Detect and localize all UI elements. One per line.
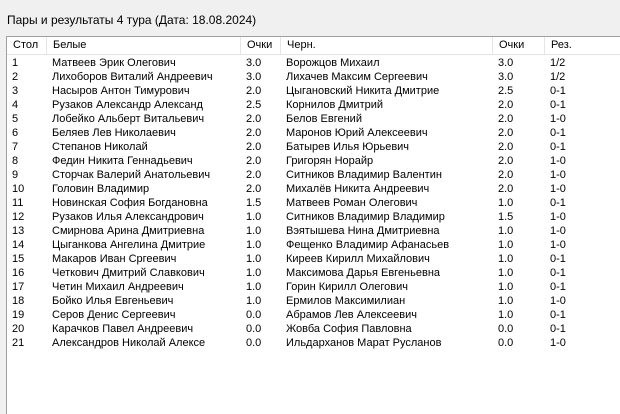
black-player-cell: Абрамов Лев Алексеевич <box>286 309 417 321</box>
table-row[interactable] <box>7 210 620 224</box>
board-number-cell: 6 <box>12 127 19 139</box>
board-number-cell: 14 <box>12 239 25 251</box>
white-points-cell: 1.0 <box>246 267 262 279</box>
white-points-cell: 1.0 <box>246 253 262 265</box>
white-player-cell: Смирнова Арина Дмитриевна <box>52 225 205 237</box>
white-player-cell: Бойко Илья Евгеньевич <box>52 295 174 307</box>
white-player-cell: Цыганкова Ангелина Дмитрие <box>52 239 206 251</box>
table-row[interactable] <box>7 112 620 126</box>
result-cell: 1-0 <box>550 295 566 307</box>
black-points-cell: 1.0 <box>498 295 514 307</box>
black-player-cell: Горин Кирилл Олегович <box>286 281 409 293</box>
white-player-cell: Карачков Павел Андреевич <box>52 323 194 335</box>
board-number-cell: 2 <box>12 71 19 83</box>
result-cell: 0-1 <box>550 267 566 279</box>
result-cell: 1-0 <box>550 337 566 349</box>
black-player-cell: Жовба София Павловна <box>286 323 412 335</box>
column-header-board[interactable]: Стол <box>7 37 47 54</box>
table-row[interactable] <box>7 56 620 70</box>
board-number-cell: 17 <box>12 281 25 293</box>
board-number-cell: 9 <box>12 169 19 181</box>
white-points-cell: 1.0 <box>246 211 262 223</box>
black-player-cell: Белов Евгений <box>286 113 362 125</box>
round-caption: Пары и результаты 4 тура (Дата: 18.08.2024) <box>7 13 257 27</box>
white-points-cell: 3.0 <box>246 57 262 69</box>
black-points-cell: 1.0 <box>498 281 514 293</box>
white-points-cell: 2.0 <box>246 155 262 167</box>
black-points-cell: 1.0 <box>498 225 514 237</box>
black-player-cell: Маронов Юрий Алексеевич <box>286 127 428 139</box>
result-cell: 1-0 <box>550 169 566 181</box>
table-row[interactable] <box>7 196 620 210</box>
table-row[interactable] <box>7 126 620 140</box>
black-points-cell: 2.0 <box>498 113 514 125</box>
black-points-cell: 2.0 <box>498 141 514 153</box>
result-cell: 1-0 <box>550 155 566 167</box>
black-player-cell: Корнилов Дмитрий <box>286 99 384 111</box>
table-row[interactable] <box>7 308 620 322</box>
board-number-cell: 4 <box>12 99 19 111</box>
table-row[interactable] <box>7 322 620 336</box>
board-number-cell: 10 <box>12 183 25 195</box>
white-points-cell: 2.0 <box>246 169 262 181</box>
table-row[interactable] <box>7 182 620 196</box>
result-cell: 0-1 <box>550 127 566 139</box>
table-row[interactable] <box>7 252 620 266</box>
white-player-cell: Федин Никита Геннадьевич <box>52 155 193 167</box>
board-number-cell: 11 <box>12 197 24 209</box>
board-number-cell: 7 <box>12 141 19 153</box>
result-cell: 1/2 <box>550 71 566 83</box>
black-player-cell: Матвеев Роман Олегович <box>286 197 418 209</box>
board-number-cell: 21 <box>12 337 25 349</box>
result-cell: 1-0 <box>550 225 566 237</box>
table-row[interactable] <box>7 84 620 98</box>
table-row[interactable] <box>7 168 620 182</box>
board-number-cell: 5 <box>12 113 19 125</box>
table-row[interactable] <box>7 70 620 84</box>
column-header-black[interactable]: Черн. <box>281 37 493 54</box>
board-number-cell: 13 <box>12 225 25 237</box>
black-player-cell: Фещенко Владимир Афанасьев <box>286 239 450 251</box>
black-player-cell: Ситников Владимир Владимир <box>286 211 445 223</box>
result-cell: 0-1 <box>550 309 566 321</box>
table-row[interactable] <box>7 224 620 238</box>
result-cell: 1-0 <box>550 183 566 195</box>
white-player-cell: Степанов Николай <box>52 141 148 153</box>
black-points-cell: 2.5 <box>498 85 514 97</box>
result-cell: 0-1 <box>550 85 566 97</box>
white-player-cell: Рузаков Илья Александрович <box>52 211 204 223</box>
white-points-cell: 2.0 <box>246 85 262 97</box>
black-points-cell: 1.5 <box>498 211 514 223</box>
black-player-cell: Максимова Дарья Евгеньевна <box>286 267 441 279</box>
white-points-cell: 2.0 <box>246 127 262 139</box>
black-player-cell: Вэятышева Нина Дмитриевна <box>286 225 440 237</box>
result-cell: 1-0 <box>550 211 566 223</box>
black-player-cell: Ворожцов Михаил <box>286 57 380 69</box>
black-player-cell: Ильдарханов Марат Русланов <box>286 337 442 349</box>
black-points-cell: 1.0 <box>498 253 514 265</box>
result-cell: 0-1 <box>550 99 566 111</box>
table-row[interactable] <box>7 238 620 252</box>
board-number-cell: 1 <box>12 57 19 69</box>
table-row[interactable] <box>7 140 620 154</box>
board-number-cell: 15 <box>12 253 25 265</box>
white-player-cell: Лобейко Альберт Витальевич <box>52 113 205 125</box>
table-row[interactable] <box>7 336 620 350</box>
white-points-cell: 0.0 <box>246 323 262 335</box>
white-player-cell: Сторчак Валерий Анатольевич <box>52 169 211 181</box>
white-points-cell: 1.0 <box>246 281 262 293</box>
white-player-cell: Головин Владимир <box>52 183 150 195</box>
white-player-cell: Четкович Дмитрий Славкович <box>52 267 205 279</box>
white-player-cell: Насыров Антон Тимурович <box>52 85 190 97</box>
white-points-cell: 0.0 <box>246 309 262 321</box>
pairings-list[interactable] <box>6 36 620 414</box>
black-player-cell: Ситников Владимир Валентин <box>286 169 442 181</box>
result-cell: 0-1 <box>550 281 566 293</box>
white-points-cell: 1.0 <box>246 239 262 251</box>
board-number-cell: 8 <box>12 155 19 167</box>
white-player-cell: Рузаков Александр Александ <box>52 99 203 111</box>
board-number-cell: 16 <box>12 267 25 279</box>
table-row[interactable] <box>7 266 620 280</box>
white-player-cell: Александров Николай Алексе <box>52 337 206 349</box>
black-player-cell: Ермилов Максимилиан <box>286 295 406 307</box>
result-cell: 1-0 <box>550 113 566 125</box>
black-player-cell: Михалёв Никита Андреевич <box>286 183 430 195</box>
black-points-cell: 3.0 <box>498 57 514 69</box>
board-number-cell: 20 <box>12 323 25 335</box>
black-points-cell: 1.0 <box>498 239 514 251</box>
white-points-cell: 2.0 <box>246 113 262 125</box>
black-points-cell: 2.0 <box>498 169 514 181</box>
list-rows <box>7 56 620 350</box>
white-player-cell: Матвеев Эрик Олегович <box>52 57 176 69</box>
black-points-cell: 2.0 <box>498 183 514 195</box>
white-points-cell: 1.0 <box>246 225 262 237</box>
black-player-cell: Батырев Илья Юрьевич <box>286 141 410 153</box>
black-player-cell: Киреев Кирилл Михайлович <box>286 253 430 265</box>
white-points-cell: 1.5 <box>246 197 262 209</box>
white-player-cell: Макаров Иван Сргеевич <box>52 253 177 265</box>
white-player-cell: Четин Михаил Андреевич <box>52 281 184 293</box>
white-points-cell: 0.0 <box>246 337 262 349</box>
white-player-cell: Новинская София Богдановна <box>52 197 208 209</box>
column-header-black-points[interactable]: Очки <box>493 37 545 54</box>
result-cell: 1/2 <box>550 57 566 69</box>
white-player-cell: Беляев Лев Николаевич <box>52 127 176 139</box>
column-header-result[interactable]: Рез. <box>551 39 572 51</box>
table-row[interactable] <box>7 294 620 308</box>
black-points-cell: 0.0 <box>498 323 514 335</box>
result-cell: 0-1 <box>550 197 566 209</box>
table-row[interactable] <box>7 280 620 294</box>
result-cell: 1-0 <box>550 239 566 251</box>
table-row[interactable] <box>7 98 620 112</box>
result-cell: 0-1 <box>550 141 566 153</box>
board-number-cell: 19 <box>12 309 25 321</box>
white-points-cell: 2.5 <box>246 99 262 111</box>
black-points-cell: 1.0 <box>498 197 514 209</box>
list-header <box>7 37 620 55</box>
board-number-cell: 18 <box>12 295 25 307</box>
result-cell: 0-1 <box>550 323 566 335</box>
black-player-cell: Цыгановский Никита Дмитрие <box>286 85 440 97</box>
white-player-cell: Серов Денис Сергеевич <box>52 309 176 321</box>
white-points-cell: 3.0 <box>246 71 262 83</box>
black-player-cell: Григорян Норайр <box>286 155 374 167</box>
black-points-cell: 2.0 <box>498 155 514 167</box>
black-points-cell: 2.0 <box>498 99 514 111</box>
black-points-cell: 0.0 <box>498 337 514 349</box>
table-row[interactable] <box>7 154 620 168</box>
white-points-cell: 2.0 <box>246 141 262 153</box>
black-points-cell: 1.0 <box>498 309 514 321</box>
column-header-white[interactable]: Белые <box>47 37 241 54</box>
black-points-cell: 2.0 <box>498 127 514 139</box>
white-player-cell: Лихоборов Виталий Андреевич <box>52 71 213 83</box>
black-points-cell: 1.0 <box>498 267 514 279</box>
result-cell: 0-1 <box>550 253 566 265</box>
black-player-cell: Лихачев Максим Сергеевич <box>286 71 428 83</box>
black-points-cell: 3.0 <box>498 71 514 83</box>
white-points-cell: 1.0 <box>246 295 262 307</box>
column-header-white-points[interactable]: Очки <box>241 37 281 54</box>
white-points-cell: 2.0 <box>246 183 262 195</box>
board-number-cell: 3 <box>12 85 19 97</box>
board-number-cell: 12 <box>12 211 25 223</box>
